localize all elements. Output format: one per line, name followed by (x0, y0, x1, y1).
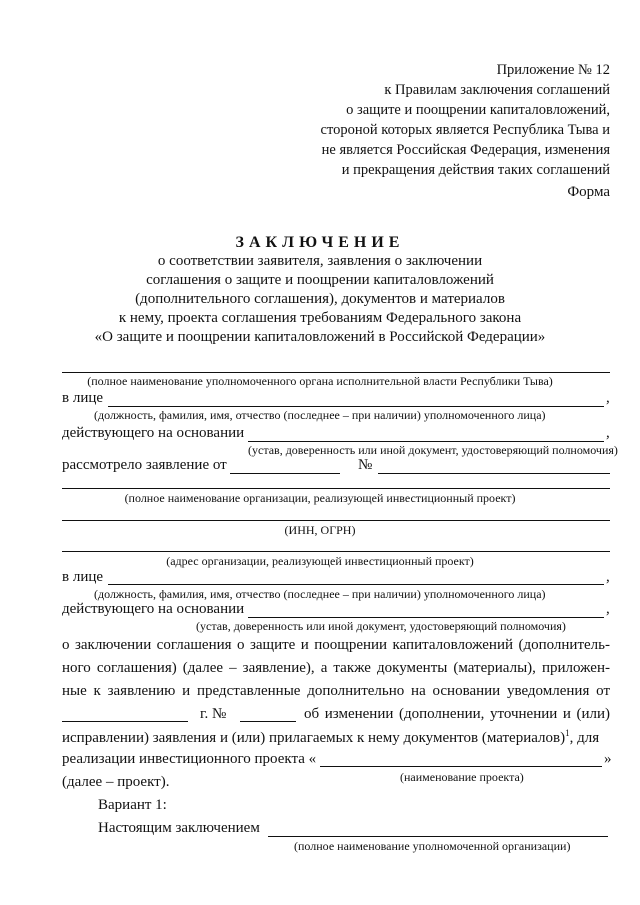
address-caption: (адрес организации, реализующей инвестиционный проект) (166, 554, 474, 568)
subtitle-line-2: соглашения о защите и поощрении капиталовложений (146, 272, 494, 288)
body-line-5 (62, 728, 599, 747)
body-line-5-text: исправлении) заявления и (или) прилагаемых к нему документов (материалов) (62, 730, 566, 746)
document-title: ЗАКЛЮЧЕНИЕ (235, 234, 405, 251)
conclusion-label: Настоящим заключением (98, 820, 260, 836)
body-line-6: реализации инвестиционного проекта « (62, 751, 317, 767)
application-number-line[interactable] (378, 473, 610, 474)
inn-ogrn-caption: (ИНН, ОГРН) (284, 523, 356, 537)
reviewed-label: рассмотрело заявление от (62, 457, 227, 473)
in-person-label-1: в лице (62, 390, 104, 406)
appendix-line-2: к Правилам заключения соглашений (384, 82, 610, 98)
person-1-caption: (должность, фамилия, имя, отчество (последнее – при наличии) уполномоченного лица) (94, 408, 546, 422)
comma-3: , (606, 569, 610, 585)
project-name-line[interactable] (320, 766, 602, 767)
body-line-3: ные к заявлению и представленные дополнительно на основании уведомления от (62, 683, 610, 699)
body-line-7: (далее – проект). (62, 774, 170, 790)
project-quote-close: » (604, 751, 612, 767)
person-1-line[interactable] (108, 406, 604, 407)
appendix-line-1: Приложение № 12 (496, 62, 610, 78)
comma-4: , (606, 601, 610, 617)
appendix-line-6: и прекращения действия таких соглашений (341, 162, 610, 178)
appendix-line-3: о защите и поощрении капиталовложений, (346, 102, 610, 118)
acting-label-1: действующего на основании (62, 425, 245, 441)
notice-date-line[interactable] (62, 721, 188, 722)
body-line-5-end: , для (569, 730, 600, 746)
basis-2-line[interactable] (248, 617, 604, 618)
application-date-line[interactable] (230, 473, 340, 474)
form-label: Форма (567, 184, 610, 200)
number-sign-1: № (358, 457, 373, 473)
authority-caption: (полное наименование уполномоченного органа исполнительной власти Республики Тыва) (87, 374, 553, 388)
authorized-org-caption: (полное наименование уполномоченной организации) (294, 839, 571, 853)
authority-name-line[interactable] (62, 372, 610, 373)
organization-caption: (полное наименование организации, реализующей инвестиционный проект) (124, 491, 516, 505)
notice-number-line[interactable] (240, 721, 296, 722)
person-2-line[interactable] (108, 584, 604, 585)
project-caption: (наименование проекта) (400, 770, 524, 784)
in-person-label-2: в лице (62, 569, 104, 585)
comma-1: , (606, 390, 610, 406)
appendix-line-4: стороной которых является Республика Тыва и (320, 122, 610, 138)
address-line[interactable] (62, 551, 610, 552)
subtitle-line-1: о соответствии заявителя, заявления о заключении (157, 253, 483, 269)
body-line-1: о заключении соглашения о защите и поощрении капиталовложений (дополнитель- (62, 637, 610, 653)
organization-name-line[interactable] (62, 488, 610, 489)
body-line-2: ного соглашения) (далее – заявление), а также документы (материалы), приложен- (62, 660, 610, 676)
inn-ogrn-line[interactable] (62, 520, 610, 521)
year-number-label: г. № (200, 706, 227, 722)
body-line-4-rest: об изменении (дополнении, уточнении и (или) (304, 706, 610, 722)
person-2-caption: (должность, фамилия, имя, отчество (последнее – при наличии) уполномоченного лица) (94, 587, 546, 601)
subtitle-line-5: «О защите и поощрении капиталовложений в Российской Федерации» (94, 329, 546, 345)
appendix-line-5: не является Российская Федерация, изменения (321, 142, 610, 158)
subtitle-line-3: (дополнительного соглашения), документов и материалов (135, 291, 505, 307)
footnote-mark[interactable]: 1 (565, 728, 570, 738)
variant-label: Вариант 1: (98, 797, 167, 813)
comma-2: , (606, 425, 610, 441)
basis-1-caption: (устав, доверенность или иной документ, удостоверяющий полномочия) (248, 443, 618, 457)
subtitle-line-4: к нему, проекта соглашения требованиям Федерального закона (118, 310, 522, 326)
acting-label-2: действующего на основании (62, 601, 245, 617)
basis-1-line[interactable] (248, 441, 604, 442)
authorized-org-line[interactable] (268, 836, 608, 837)
basis-2-caption: (устав, доверенность или иной документ, удостоверяющий полномочия) (196, 619, 566, 633)
